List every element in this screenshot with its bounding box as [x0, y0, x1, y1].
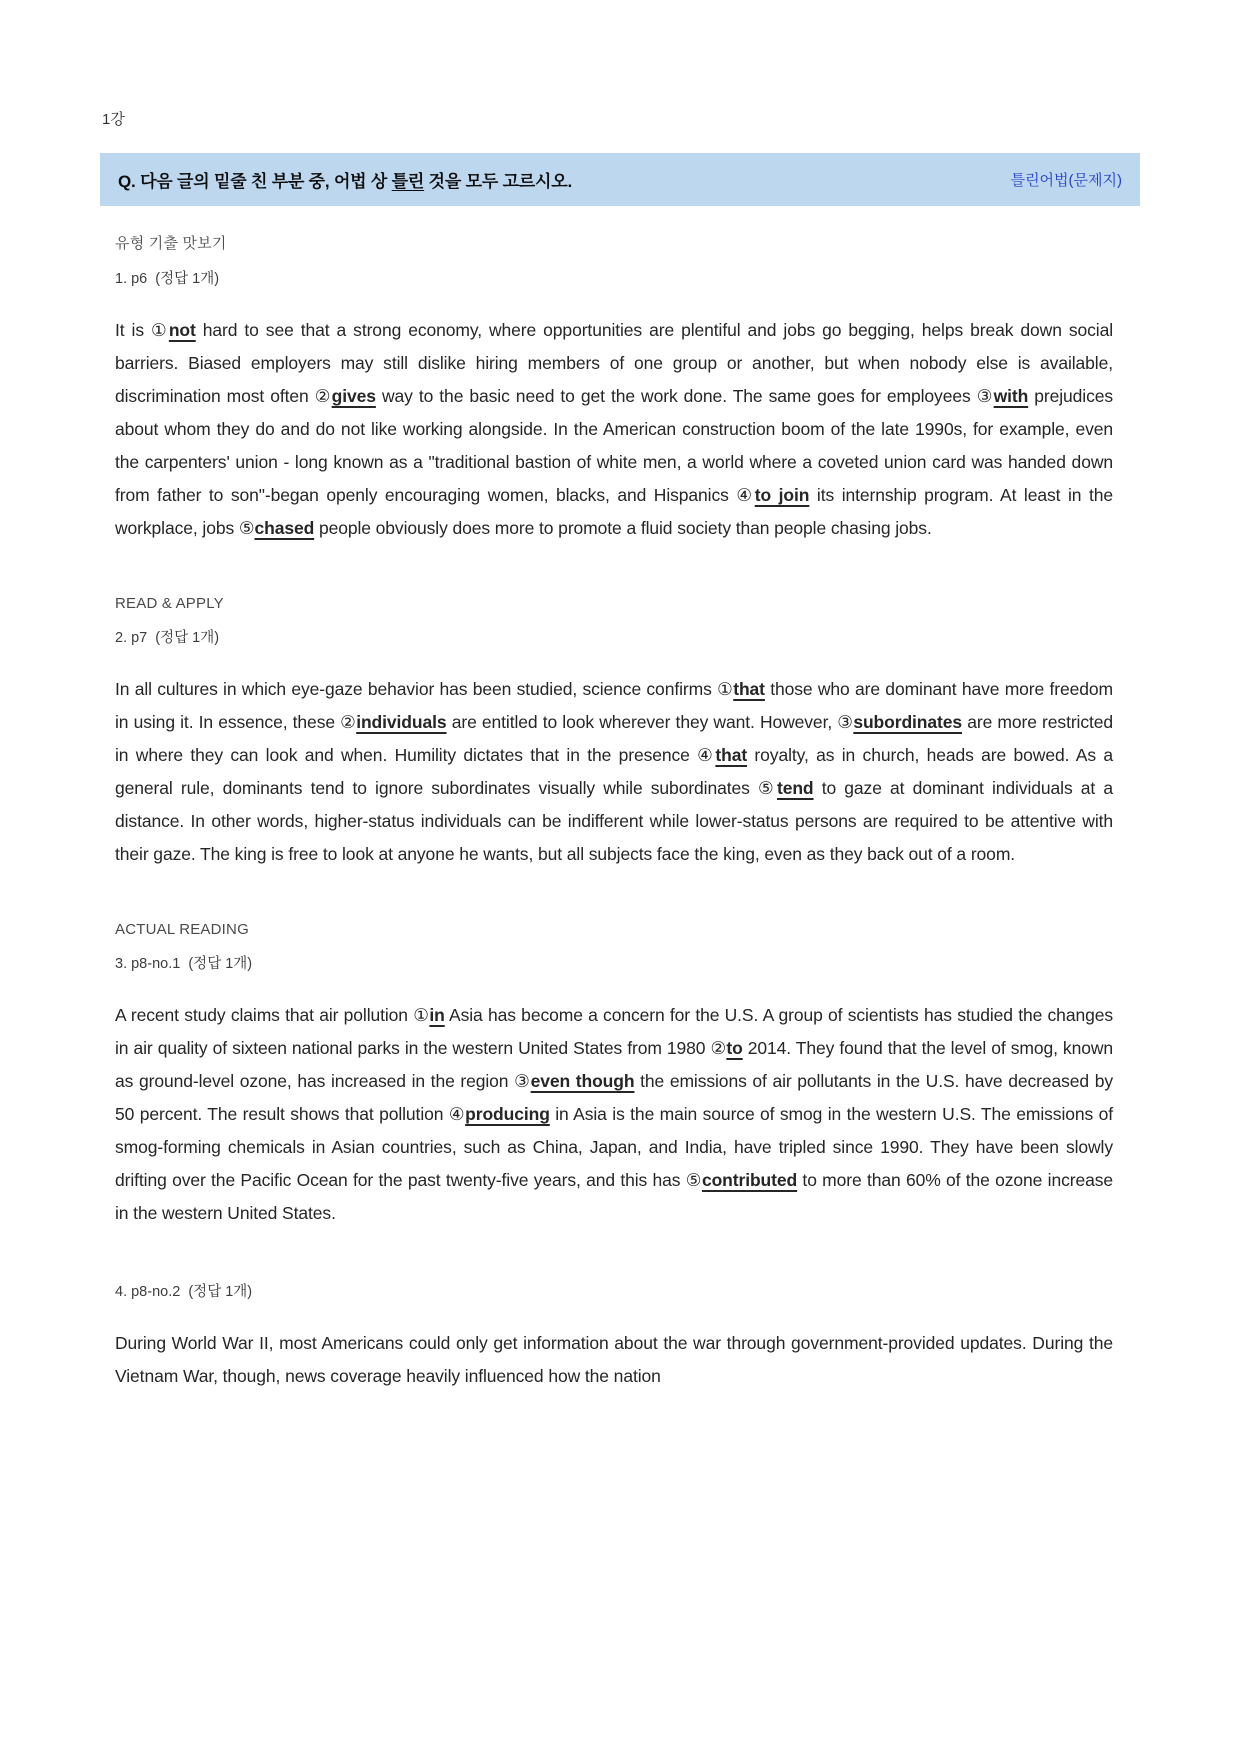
choice-number: ⑤: [238, 518, 255, 538]
choice-number: ①: [150, 320, 169, 340]
choice-word: with: [993, 386, 1029, 406]
passage: [115, 673, 1113, 871]
choice-word: subordinates: [853, 712, 963, 732]
section-2: [100, 595, 1140, 871]
text-run: Q. 다음 글의 밑줄 친 부분 중, 어법 상: [118, 172, 392, 191]
choice-number: ②: [710, 1038, 727, 1058]
choice-word: not: [168, 320, 196, 340]
choice-number: ③: [837, 712, 854, 732]
text-run: the emissions of air pollutants in the U.S. have decreased by 50 percent. The result shows that pollution: [115, 1071, 1113, 1124]
choice-number: ①: [717, 679, 734, 699]
text-run: 2014. They found that the level of smog, known as ground-level ozone, has increased in the region: [115, 1038, 1114, 1091]
text-run: prejudices about whom they do and do not like working alongside. In the American construction boom of the late 1990s, for example, even the carpenters' union - long known as a "traditional bastion of white men, a world where a coveted union card was handed down from father to son"-began openly encouraging women, blacks, and Hispanics: [115, 386, 1114, 505]
choice-word: even though: [530, 1071, 635, 1091]
choice-number: ①: [413, 1005, 430, 1025]
item-label: 2. p7 (정답 1개): [115, 630, 220, 646]
text-run: are more restricted in where they can look and when. Humility dictates that in the presence: [115, 712, 1114, 765]
text-run: in Asia is the main source of smog in the western U.S. The emissions of smog-forming chemicals in Asian countries, such as China, Japan, and India, have tripled since 1990. They have been slowly drifting over the Pacific Ocean for the past twenty-five years, and this has: [115, 1104, 1114, 1190]
section-1: [100, 232, 1140, 545]
text-run: are entitled to look wherever they want. However,: [446, 712, 838, 732]
text-run: to more than 60% of the ozone increase in the western United States.: [115, 1170, 1113, 1223]
choice-word: contributed: [701, 1170, 798, 1190]
text-run: to gaze at dominant individuals at a distance. In other words, higher-status individuals can be indifferent while lower-status persons are required to be attentive with their gaze. The king is free to look at anyone he wants, but all subjects face the king, even as they back out of a room.: [115, 778, 1113, 864]
passage: [115, 999, 1113, 1230]
text-run: those who are dominant have more freedom in using it. In essence, these: [115, 679, 1113, 732]
choice-number: ③: [514, 1071, 531, 1091]
page-label: 1강: [102, 111, 125, 128]
choice-number: ④: [736, 485, 755, 505]
passage: [115, 314, 1113, 545]
choice-number: ⑤: [757, 778, 777, 798]
text-run: way to the basic need to get the work done. The same goes for employees: [375, 386, 977, 406]
text-run: its internship program. At least in the workplace, jobs: [115, 485, 1113, 538]
section-4: [100, 1280, 1140, 1393]
choice-word: gives: [331, 386, 376, 406]
text-run: Asia has become a concern for the U.S. A group of scientists has studied the changes in air quality of sixteen national parks in the western United States from 1980: [115, 1005, 1113, 1058]
choice-word: that: [733, 679, 765, 699]
choice-word: to join: [754, 485, 810, 505]
choice-number: ②: [314, 386, 332, 406]
choice-number: ③: [976, 386, 994, 406]
section-label: ACTUAL READING: [115, 921, 249, 938]
text-run: During World War II, most Americans could only get information about the war through government-provided updates. During the Vietnam War, though, news coverage heavily influenced how the nation: [115, 1333, 1113, 1386]
question-type-label: 틀린어법(문제지): [1010, 172, 1122, 189]
text-run: In all cultures in which eye-gaze behavior has been studied, science confirms: [115, 679, 718, 699]
text-run: people obviously does more to promote a fluid society than people chasing jobs.: [314, 518, 932, 538]
section-label: READ & APPLY: [115, 595, 224, 612]
question-text: [118, 167, 572, 192]
text-run: hard to see that a strong economy, where opportunities are plentiful and jobs go begging, helps break down social barriers. Biased employers may still dislike hiring members of one group or another, but when nobody else is available, discrimination most often: [115, 320, 1113, 406]
text-run: 틀린: [391, 172, 425, 191]
text-run: It is: [115, 320, 151, 340]
text-run: 것을 모두 고르시오.: [424, 172, 572, 191]
choice-word: tend: [776, 778, 814, 798]
question-bar: [100, 153, 1140, 206]
choice-word: in: [429, 1005, 445, 1025]
choice-number: ④: [697, 745, 716, 765]
passage: [115, 1327, 1113, 1393]
choice-word: producing: [465, 1104, 550, 1124]
item-label: 1. p6 (정답 1개): [115, 271, 220, 287]
section-3: [100, 921, 1140, 1230]
choice-number: ⑤: [685, 1170, 702, 1190]
choice-word: chased: [254, 518, 315, 538]
item-label: 3. p8-no.1 (정답 1개): [115, 956, 253, 972]
section-label: 유형 기출 맛보기: [115, 235, 227, 252]
choice-number: ②: [340, 712, 357, 732]
choice-number: ④: [448, 1104, 466, 1124]
item-label: 4. p8-no.2 (정답 1개): [115, 1284, 253, 1300]
choice-word: to: [726, 1038, 743, 1058]
text-run: royalty, as in church, heads are bowed. As a general rule, dominants tend to ignore subordinates visually while subordinates: [115, 745, 1113, 798]
text-run: A recent study claims that air pollution: [115, 1005, 414, 1025]
choice-word: that: [715, 745, 748, 765]
choice-word: individuals: [356, 712, 447, 732]
